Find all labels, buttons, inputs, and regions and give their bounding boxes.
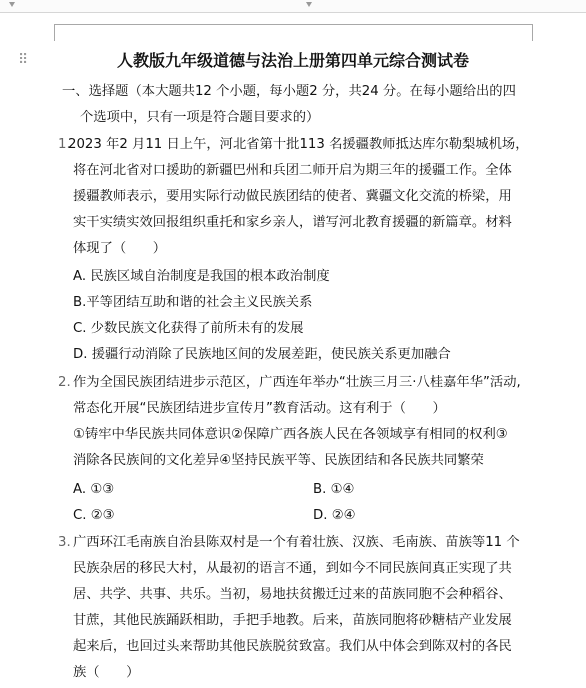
drag-handle-icon[interactable]: ⠿	[18, 52, 29, 68]
question-3-line-3: 居、共学、共事、共乐。当初，易地扶贫搬迁过来的苗族同胞不会种稻谷、	[73, 587, 512, 602]
right-indent-marker[interactable]	[306, 2, 312, 7]
question-3-line-5: 起来后，也回过头来帮助其他民族脱贫致富。我们从中体会到陈双村的各民	[73, 639, 512, 654]
page-top-edge	[54, 24, 532, 25]
question-2-line-2: 常态化开展“民族团结进步宣传月”教育活动。这有利于（ ）	[73, 401, 446, 416]
document-title: 人教版九年级道德与法治上册第四单元综合测试卷	[116, 51, 469, 70]
question-1-option-c: C. 少数民族文化获得了前所未有的发展	[73, 321, 304, 336]
question-3-line-1: 广西环江毛南族自治县陈双村是一个有着壮族、汉族、毛南族、苗族等11 个	[73, 535, 520, 550]
question-number: 3.	[58, 535, 71, 550]
question-1-option-d: D. 援疆行动消除了民族地区间的发展差距，使民族关系更加融合	[73, 347, 451, 362]
page-corner-mark-right	[520, 24, 533, 41]
question-1-line-4: 实干实绩实效回报组织重托和家乡亲人，谱写河北教育援疆的新篇章。材料	[73, 215, 512, 230]
left-indent-marker[interactable]	[9, 2, 15, 7]
question-1-line-3: 援疆教师表示，要用实际行动做民族团结的使者、冀疆文化交流的桥梁，用	[73, 189, 512, 204]
question-2-option-a: A. ①③	[73, 482, 115, 497]
question-3-line-2: 民族杂居的移民大村，从最初的语言不通，到如今不同民族间真正实现了共	[73, 561, 512, 576]
question-2-line-3: ①铸牢中华民族共同体意识②保障广西各族人民在各领域享有相同的权利③	[73, 427, 508, 442]
question-1-option-b: B.平等团结互助和谐的社会主义民族关系	[73, 295, 313, 310]
question-2-option-b: B. ①④	[313, 482, 355, 497]
question-1-line-5: 体现了（ ）	[73, 241, 167, 256]
question-2-line-4: 消除各民族间的文化差异④坚持民族平等、民族团结和各民族共同繁荣	[73, 453, 484, 468]
question-number: 1.	[58, 137, 71, 152]
page-corner-mark-left	[54, 24, 65, 41]
question-1-line-1: 2023 年2 月11 日上午，河北省第十批113 名援疆教师抵达库尔勒梨城机场，	[68, 137, 529, 152]
section-heading-line-1: 一、选择题（本大题共12 个小题，每小题2 分，共24 分。在每小题给出的四	[62, 84, 516, 99]
question-1-line-2: 将在河北省对口援助的新疆巴州和兵团二师开启为期三年的援疆工作。全体	[73, 163, 512, 178]
question-3-line-6: 族（ ）	[73, 665, 140, 680]
question-number: 2.	[58, 375, 71, 390]
question-2-line-1: 作为全国民族团结进步示范区，广西连年举办“壮族三月三·八桂嘉年华”活动,	[73, 375, 521, 390]
section-heading-line-2: 个选项中，只有一项是符合题目要求的）	[80, 110, 320, 125]
question-1-option-a: A. 民族区域自治制度是我国的根本政治制度	[73, 269, 330, 284]
question-3-line-4: 甘蔗，其他民族踊跃相助，手把手地教。后来，苗族同胞将砂糖桔产业发展	[73, 613, 512, 628]
question-2-option-d: D. ②④	[313, 508, 356, 523]
horizontal-ruler[interactable]	[0, 0, 586, 13]
question-2-option-c: C. ②③	[73, 508, 115, 523]
